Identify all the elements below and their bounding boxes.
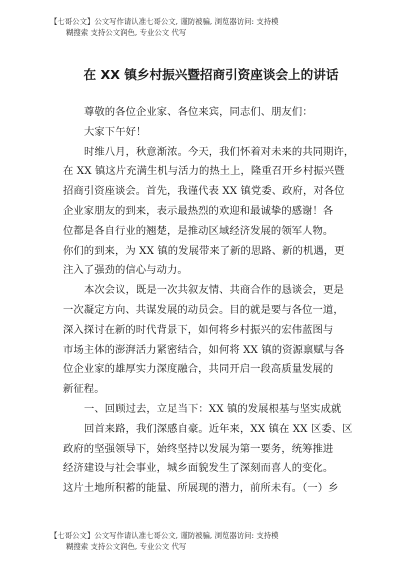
paragraph-line: 经济建设与社会事业，城乡面貌发生了深刻而喜人的变化。 [63, 462, 334, 475]
paragraph-line: 注入了强劲的信心与动力。 [63, 264, 188, 277]
paragraph-line: 位都是各自行业的翘楚，是推动区域经济发展的领军人物。 [63, 224, 334, 237]
paragraph-line: 一、回顾过去，立足当下：XX 镇的发展根基与坚实成就 [84, 402, 342, 415]
paragraph-line: 这片土地所积蓄的能量、所展现的潜力，前所未有。（一）乡 [63, 482, 339, 495]
paragraph-line: 一次凝定方向、共谋发展的动员会。目的就是要与各位一道， [63, 303, 344, 316]
header-banner-line-2: 糊搜索 支持公文润色, 专业公文 代写 [66, 28, 187, 37]
paragraph-line: 在 XX 镇这片充满生机与活力的热土上，隆重召开乡村振兴暨 [63, 165, 345, 178]
paragraph-line: 新征程。 [63, 383, 105, 396]
speech-text [63, 103, 359, 499]
paragraph-line: 时维八月，秋意渐浓。今天，我们怀着对未来的共同期许， [84, 145, 355, 158]
paragraph-line: 市场主体的澎湃活力紧密结合，如何将 XX 镇的资源禀赋与各 [63, 343, 345, 356]
document-body [63, 64, 359, 499]
paragraph-line: 回首来路，我们深感自豪。近年来，XX 镇在 XX 区委、区 [84, 422, 353, 435]
paragraph-line: 你们的到来，为 XX 镇的发展带来了新的思路、新的机遇，更 [63, 244, 345, 257]
paragraph-line: 尊敬的各位企业家、各位来宾，同志们、朋友们： [84, 106, 313, 118]
footer-banner-line-1: 【七哥公文】公文写作请认准七哥公文, 谨防被骗, 浏览器访问: 支持模 [50, 531, 279, 540]
header-banner-line-1: 【七哥公文】公文写作请认准七哥公文, 谨防被骗, 浏览器访问: 支持模 [50, 17, 279, 26]
paragraph-line: 企业家朋友的到来，表示最热烈的欢迎和最诚挚的感谢！各 [63, 204, 334, 217]
footer-watermark-banner [50, 530, 390, 552]
header-watermark-banner [50, 16, 390, 38]
paragraph-line: 政府的坚强领导下，始终坚持以发展为第一要务，统筹推进 [63, 442, 334, 455]
paragraph-line: 本次会议，既是一次共叙友情、共商合作的恳谈会，更是 [84, 284, 344, 297]
speech-title: 在 XX 镇乡村振兴暨招商引资座谈会上的讲话 [83, 67, 339, 82]
paragraph-line: 大家下午好！ [84, 125, 147, 138]
footer-banner-line-2: 糊搜索 支持公文润色, 专业公文 代写 [66, 542, 187, 551]
paragraph-line: 招商引资座谈会。首先，我谨代表 XX 镇党委、政府，对各位 [63, 185, 345, 198]
paragraph-line: 深入探讨在新的时代背景下，如何将乡村振兴的宏伟蓝图与 [63, 323, 334, 336]
paragraph-line: 位企业家的雄厚实力深度融合，共同开启一段高质量发展的 [63, 363, 334, 376]
